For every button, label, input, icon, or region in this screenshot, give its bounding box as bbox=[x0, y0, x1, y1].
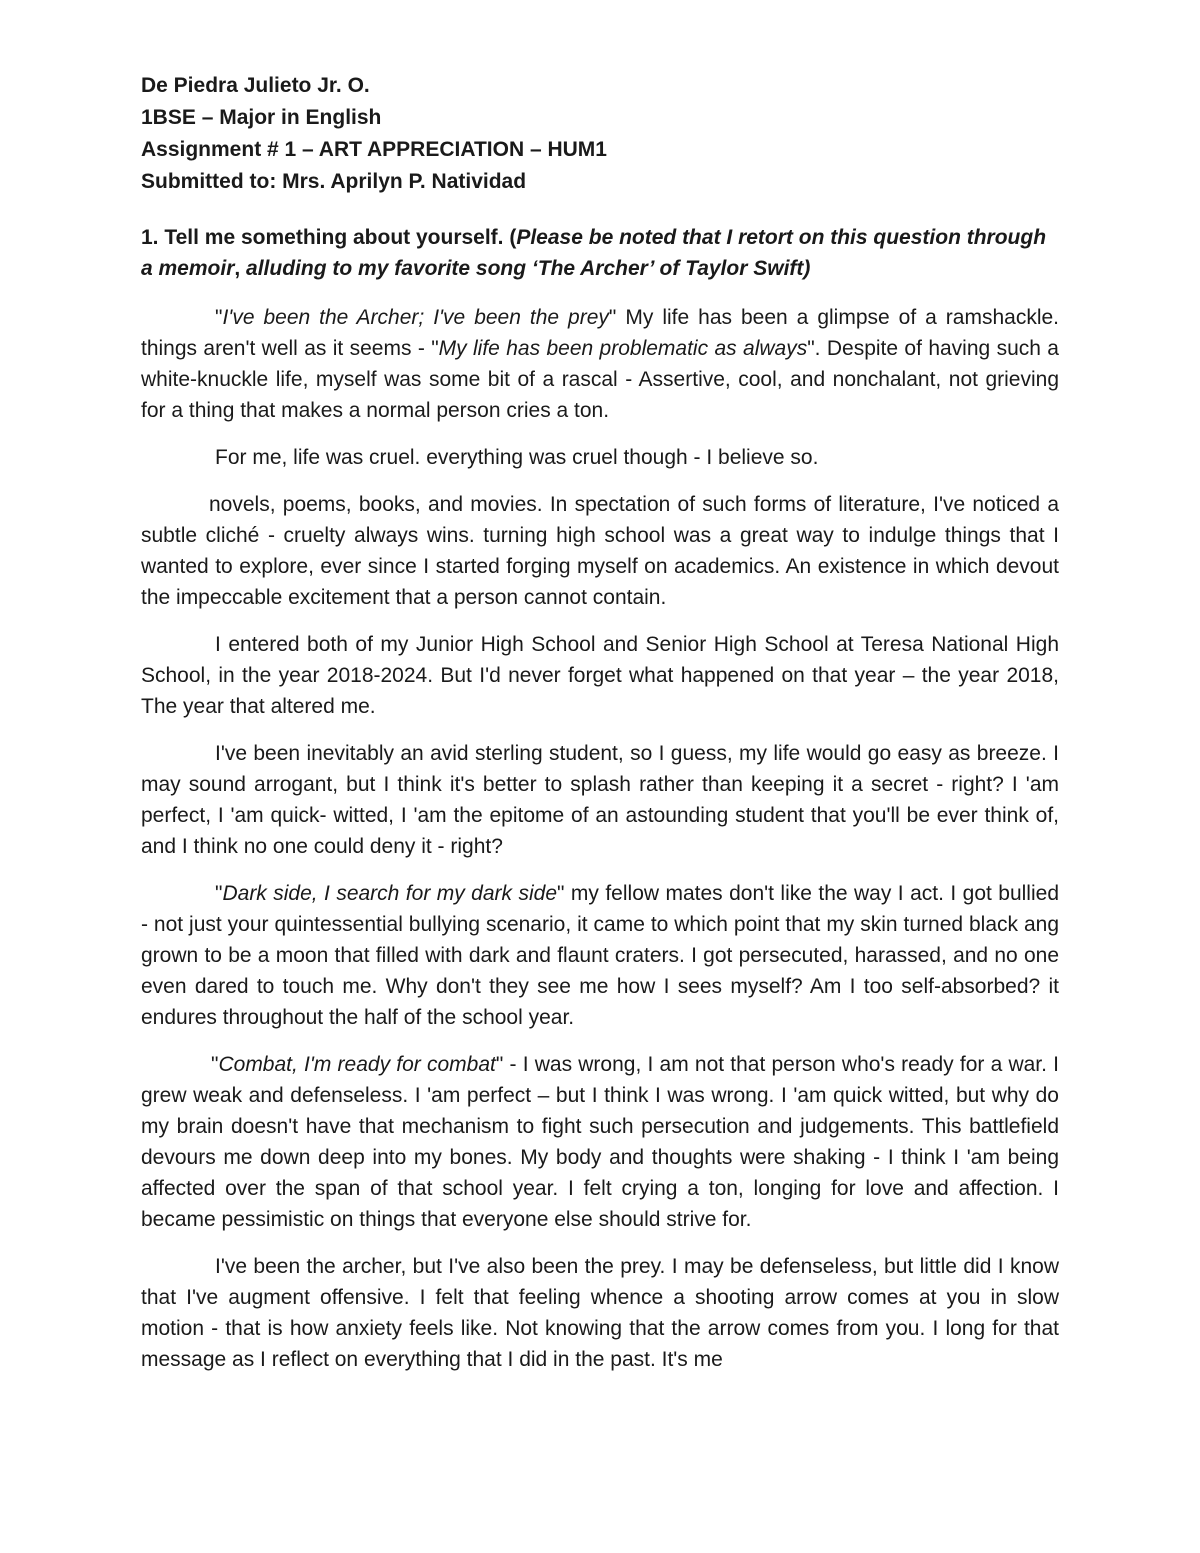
submitted-to-line: Submitted to: Mrs. Aprilyn P. Natividad bbox=[141, 170, 527, 193]
p1-text-a: " My life has been a glimpse of a ramshackle. things aren't well as it seems - " bbox=[141, 306, 1059, 360]
paragraph-4: I entered both of my Junior High School and Senior High School at Teresa National High School, in the year 2018-2024. But I'd never forget what happened on that year – the year 2018, The year that altered me. bbox=[141, 633, 1059, 718]
assignment-line: Assignment # 1 – ART APPRECIATION – HUM1 bbox=[141, 138, 607, 161]
p7-text: " - I was wrong, I am not that person who's ready for a war. I grew weak and defenseless. I 'am perfect – but I think I was wrong. I 'am quick witted, but why do my brain doesn't have that mechanism to fight such persecution and judgements. This battlefield devours me down deep into my bones. My body and thoughts were shaking - I think I 'am being affected over the span of that school year. I felt crying a ton, longing for love and affection. I became pessimistic on things that everyone else should strive for. bbox=[141, 1053, 1059, 1231]
question-heading bbox=[141, 222, 1059, 284]
p7-lyric-quote: Combat, I'm ready for combat bbox=[218, 1053, 496, 1076]
question-prefix: 1. Tell me something about yourself. ( bbox=[141, 226, 517, 249]
paragraph-6 bbox=[141, 878, 1059, 1033]
document-page bbox=[141, 70, 1059, 1391]
paragraph-5: I've been inevitably an avid sterling student, so I guess, my life would go easy as breeze. I may sound arrogant, but I think it's better to splash rather than keeping it a secret - right? I 'am perfect, I 'am quick- witted, I 'am the epitome of an astounding student that you'll be ever think of, and I think no one could deny it - right? bbox=[141, 742, 1059, 858]
p1-lyric-quote: I've been the Archer; I've been the prey bbox=[222, 306, 609, 329]
paragraph-3: novels, poems, books, and movies. In spectation of such forms of literature, I've noticed a subtle cliché - cruelty always wins. turning high school was a great way to indulge things that I wanted to explore, ever since I started forging myself on academics. An existence in which devout the impeccable excitement that a person cannot contain. bbox=[141, 493, 1059, 609]
question-note: Please be noted that I retort on this question through a memoir bbox=[141, 226, 1047, 280]
author-name: De Piedra Julieto Jr. O. bbox=[141, 74, 370, 97]
course-line: 1BSE – Major in English bbox=[141, 106, 382, 129]
p6-quote-open: " bbox=[215, 882, 223, 905]
p6-lyric-quote: Dark side, I search for my dark side bbox=[222, 882, 558, 905]
paragraph-8: I've been the archer, but I've also been the prey. I may be defenseless, but little did I know that I've augment offensive. I felt that feeling whence a shooting arrow comes at you in slow motion - that is how anxiety feels like. Not knowing that the arrow comes from you. I long for that message as I reflect on everything that I did in the past. It's me bbox=[141, 1255, 1059, 1371]
p1-text-b: ". Despite of having such a white-knuckle life, myself was some bit of a rascal - Assertive, cool, and nonchalant, not grieving for a thing that makes a normal person cries a ton. bbox=[141, 337, 1059, 422]
paragraph-7 bbox=[141, 1049, 1059, 1235]
question-middle: , bbox=[234, 257, 247, 280]
paragraph-2: For me, life was cruel. everything was cruel though - I believe so. bbox=[215, 446, 819, 469]
p7-quote-open: " bbox=[211, 1053, 219, 1076]
question-note-2: alluding to my favorite song ‘The Archer’ of Taylor Swift) bbox=[246, 257, 811, 280]
paragraph-1 bbox=[141, 302, 1059, 426]
p6-text: " my fellow mates don't like the way I act. I got bullied - not just your quintessential bullying scenario, it came to which point that my skin turned black ang grown to be a moon that filled with dark and flaunt craters. I got persecuted, harassed, and no one even dared to touch me. Why don't they see me how I sees myself? Am I too self-absorbed? it endures throughout the half of the school year. bbox=[141, 882, 1059, 1029]
p1-quote-open: " bbox=[215, 306, 223, 329]
p1-lyric-quote-2: My life has been problematic as always bbox=[438, 337, 808, 360]
